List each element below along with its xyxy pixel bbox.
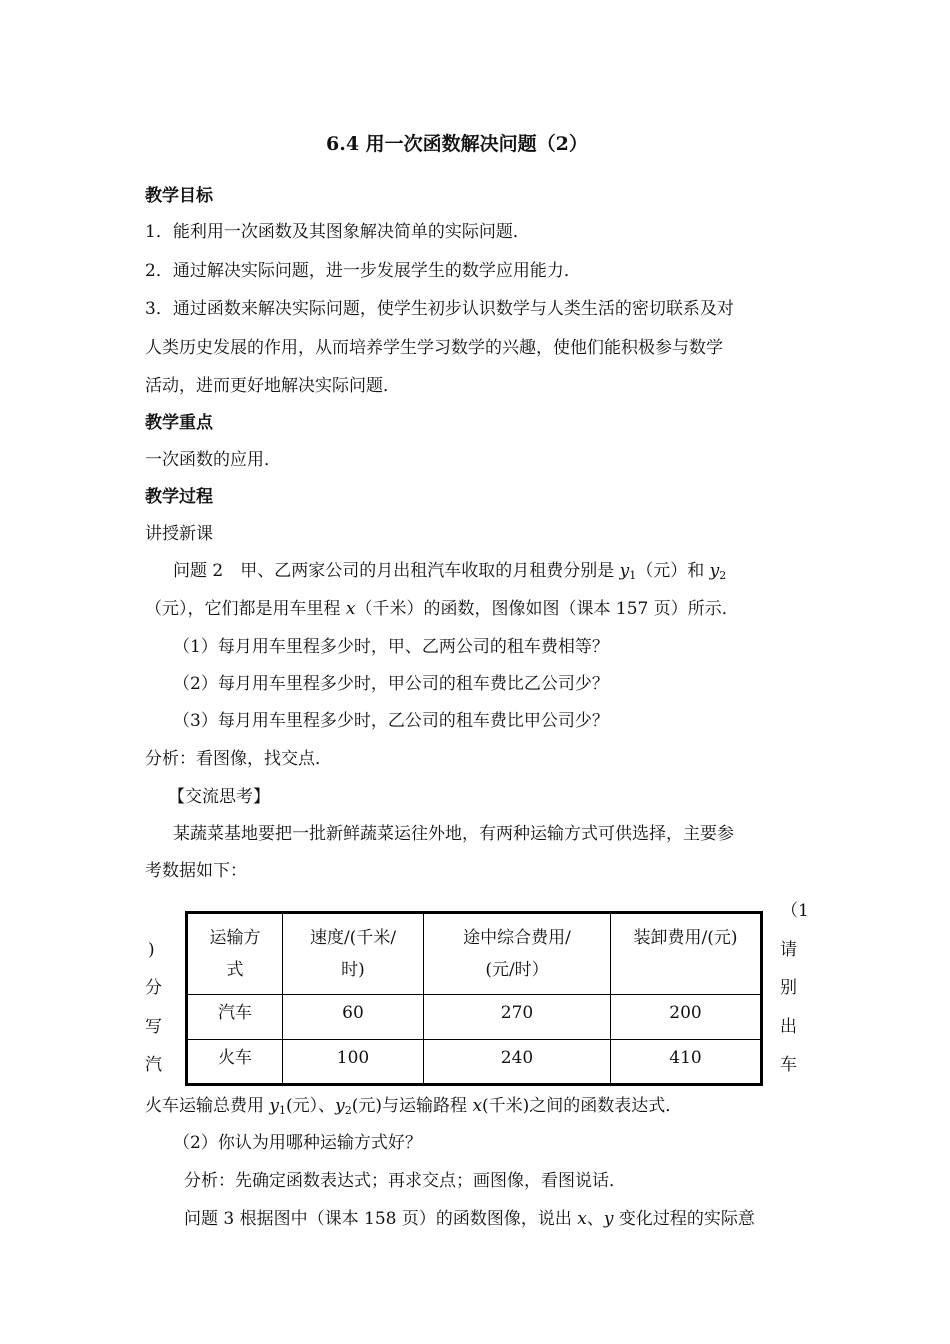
side-char-right: 请 [780,940,797,960]
table-cell: 汽车 [187,995,283,1040]
focus-text: 一次函数的应用． [145,450,281,470]
table-cell: 410 [611,1040,762,1085]
table-cell: 60 [283,995,424,1040]
goal-item-1: 1．能利用一次函数及其图象解决简单的实际问题． [145,222,530,242]
table-header-row [187,913,762,995]
table-cell: 200 [611,995,762,1040]
table-cell: 270 [424,995,611,1040]
discuss-heading: 【交流思考】 [168,787,270,807]
goals-heading: 教学目标 [145,186,213,206]
table-row [187,1040,762,1085]
question-2: （2）你认为用哪种运输方式好？ [173,1133,422,1153]
problem-2-question-2: （2）每月用车里程多少时，甲公司的租车费比乙公司少？ [173,674,609,694]
table-header-cell: 装卸费用/(元) [611,913,762,995]
side-char-left: 分 [145,978,162,998]
process-subheading: 讲授新课 [145,524,213,544]
discuss-line-1: 某蔬菜基地要把一批新鲜蔬菜运往外地，有两种运输方式可供选择，主要参 [173,824,734,844]
goal-item-3-line-1: 3．通过函数来解决实际问题，使学生初步认识数学与人类生活的密切联系及对 [145,299,734,319]
table-cell: 100 [283,1040,424,1085]
problem-2-question-1: （1）每月用车里程多少时，甲、乙两公司的租车费相等？ [173,637,609,657]
problem-2-line-2: （元），它们都是用车里程 x（千米）的函数，图像如图（课本 157 页）所示． [145,599,739,619]
discuss-line-2: 考数据如下： [145,861,247,881]
table-header-cell: 途中综合费用/(元/时） [424,913,611,995]
goal-item-3-line-3: 活动，进而更好地解决实际问题． [145,376,400,396]
table-header-cell: 速度/(千米/时) [283,913,424,995]
table-row [187,995,762,1040]
transport-table [185,911,763,1086]
process-heading: 教学过程 [145,487,213,507]
problem-2-question-3: （3）每月用车里程多少时，乙公司的租车费比甲公司少？ [173,711,609,731]
problem-2-line-1: 问题 2 甲、乙两家公司的月出租汽车收取的月租费分别是 $y_1$（元）和 $y_2$ [173,561,727,582]
side-char-left: 汽 [145,1055,162,1075]
table-cell: 火车 [187,1040,283,1085]
side-char-right: 车 [780,1055,797,1075]
side-char-left: 写 [145,1017,162,1037]
question-1-continuation: 火车运输总费用 $y_1$(元）、$y_2$(元)与运输路程 x(千米)之间的函数表达式． [145,1096,683,1117]
goal-item-3-line-2: 人类历史发展的作用，从而培养学生学习数学的兴趣，使他们能积极参与数学 [145,338,723,358]
side-char-right: 别 [780,978,797,998]
side-char-right: （1 [781,901,809,921]
side-char-right: 出 [780,1017,797,1037]
page-title: 6.4 用一次函数解决问题（2） [326,133,588,155]
table-header-cell: 运输方式 [187,913,283,995]
focus-heading: 教学重点 [145,413,213,433]
analysis-1: 分析：看图像，找交点． [145,749,332,769]
goal-item-2: 2．通过解决实际问题，进一步发展学生的数学应用能力． [145,261,581,281]
table-cell: 240 [424,1040,611,1085]
analysis-2: 分析：先确定函数表达式；再求交点；画图像，看图说话． [184,1171,626,1191]
side-char-left: ) [148,940,155,960]
problem-3-line: 问题 3 根据图中（课本 158 页）的函数图像，说出 x、y 变化过程的实际意 [184,1209,755,1229]
